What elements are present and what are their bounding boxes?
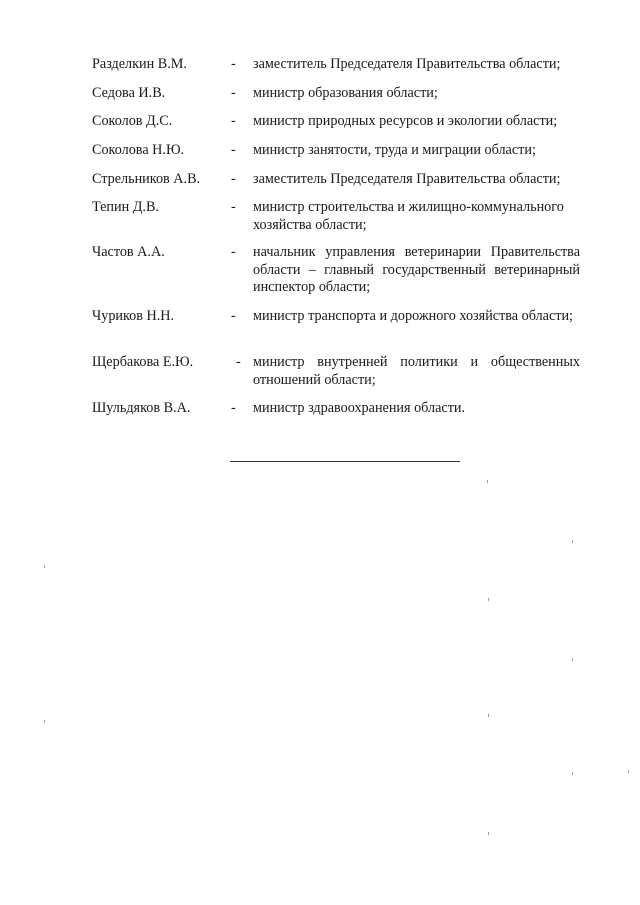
scan-speck [488,598,489,601]
member-name: Разделкин В.М. [92,56,187,72]
separator-dash: - [231,400,236,416]
scan-speck [572,772,573,775]
separator-dash: - [231,171,236,187]
member-role: министр природных ресурсов и экологии области; [253,113,558,129]
scan-speck [44,565,45,568]
separator-dash: - [231,113,236,129]
member-role: заместитель Председателя Правительства области; [253,56,561,72]
separator-dash: - [231,56,236,72]
member-name: Соколова Н.Ю. [92,142,185,158]
closing-rule [230,461,460,462]
scan-speck [44,720,45,723]
member-name: Стрельников А.В. [92,171,201,187]
member-name: Седова И.В. [92,85,166,101]
member-role: заместитель Председателя Правительства области; [253,171,561,187]
separator-dash: - [231,85,236,101]
member-role: министр здравоохранения области. [253,400,466,416]
member-name: Шульдяков В.А. [92,400,191,416]
scan-speck [488,714,489,717]
scan-speck [572,658,573,661]
separator-dash: - [231,244,236,260]
separator-dash: - [231,199,236,215]
member-role: министр транспорта и дорожного хозяйства области; [253,308,574,324]
member-name: Тепин Д.В. [92,199,159,215]
separator-dash: - [231,308,236,324]
member-name: Щербакова Е.Ю. [92,354,194,370]
member-name: Чуриков Н.Н. [92,308,175,324]
separator-dash: - [236,354,241,370]
member-role: начальник управления ветеринарии Правительства области – главный государственный ветеринарный инспектор области; [253,244,580,295]
scan-speck [488,832,489,835]
scan-speck [628,770,629,773]
scan-speck [572,540,573,543]
member-role: министр строительства и жилищно-коммунального хозяйства области; [253,199,564,233]
scan-speck [487,480,488,483]
member-role: министр занятости, труда и миграции области; [253,142,536,158]
member-role: министр внутренней политики и общественных отношений области; [253,354,580,388]
member-role: министр образования области; [253,85,438,101]
separator-dash: - [231,142,236,158]
member-name: Соколов Д.С. [92,113,173,129]
member-name: Частов А.А. [92,244,165,260]
